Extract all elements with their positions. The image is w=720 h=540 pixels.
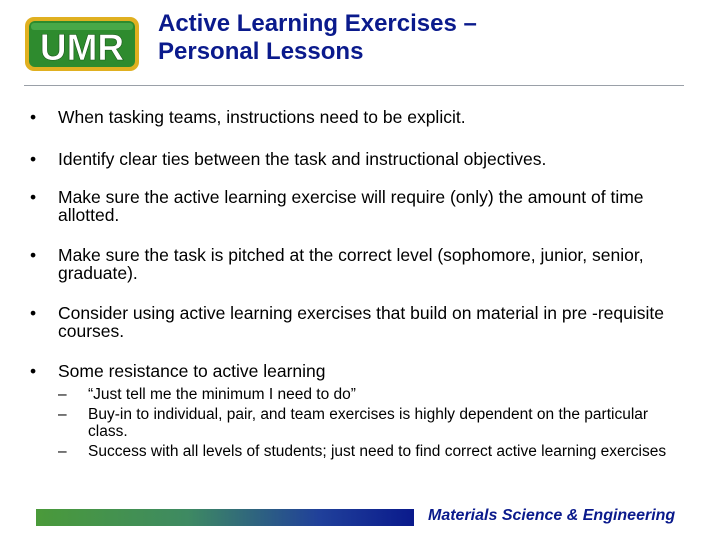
bullet-text: Some resistance to active learning [58, 361, 326, 381]
bullet-marker: • [30, 149, 37, 169]
bullet-marker: • [30, 361, 37, 381]
bullet-text: Make sure the active learning exercise will require (only) the amount of time allotted. [58, 187, 644, 225]
sub-bullet-text: Success with all levels of students; just need to find correct active learning exercises [88, 443, 667, 460]
bullet-marker: • [30, 107, 37, 127]
sub-bullet-item [58, 406, 688, 440]
umr-logo [24, 16, 140, 72]
footer-gradient-bar [36, 509, 414, 526]
title-line-1: Active Learning Exercises – [158, 10, 477, 37]
bullet-item [28, 246, 688, 282]
title-line-2: Personal Lessons [158, 38, 364, 65]
logo-text: UMR [39, 27, 125, 68]
sub-bullet-item [58, 443, 688, 460]
sub-bullet-list [58, 386, 688, 460]
umr-logo-graphic [24, 16, 140, 72]
bullet-item [28, 150, 688, 168]
footer-department: Materials Science & Engineering [428, 507, 676, 524]
bullet-marker: • [30, 303, 37, 323]
sub-bullet-marker: – [58, 386, 67, 403]
bullet-item [28, 304, 688, 340]
bullet-text: Consider using active learning exercises that build on material in pre -requisite courses. [58, 303, 665, 341]
slide-title [158, 10, 678, 66]
bullet-list [28, 108, 688, 482]
bullet-item [28, 362, 688, 460]
bullet-text: Make sure the task is pitched at the correct level (sophomore, junior, senior, graduate). [58, 245, 644, 283]
sub-bullet-text: Buy-in to individual, pair, and team exercises is highly dependent on the particular class. [88, 406, 649, 440]
bullet-item [28, 188, 688, 224]
bullet-marker: • [30, 187, 37, 207]
bullet-item [28, 108, 688, 126]
bullet-marker: • [30, 245, 37, 265]
sub-bullet-item [58, 386, 688, 403]
sub-bullet-marker: – [58, 406, 67, 423]
bullet-text: Identify clear ties between the task and instructional objectives. [58, 149, 547, 169]
bullet-text: When tasking teams, instructions need to be explicit. [58, 107, 466, 127]
sub-bullet-text: “Just tell me the minimum I need to do” [88, 386, 356, 403]
title-divider [24, 85, 684, 86]
sub-bullet-marker: – [58, 443, 67, 460]
